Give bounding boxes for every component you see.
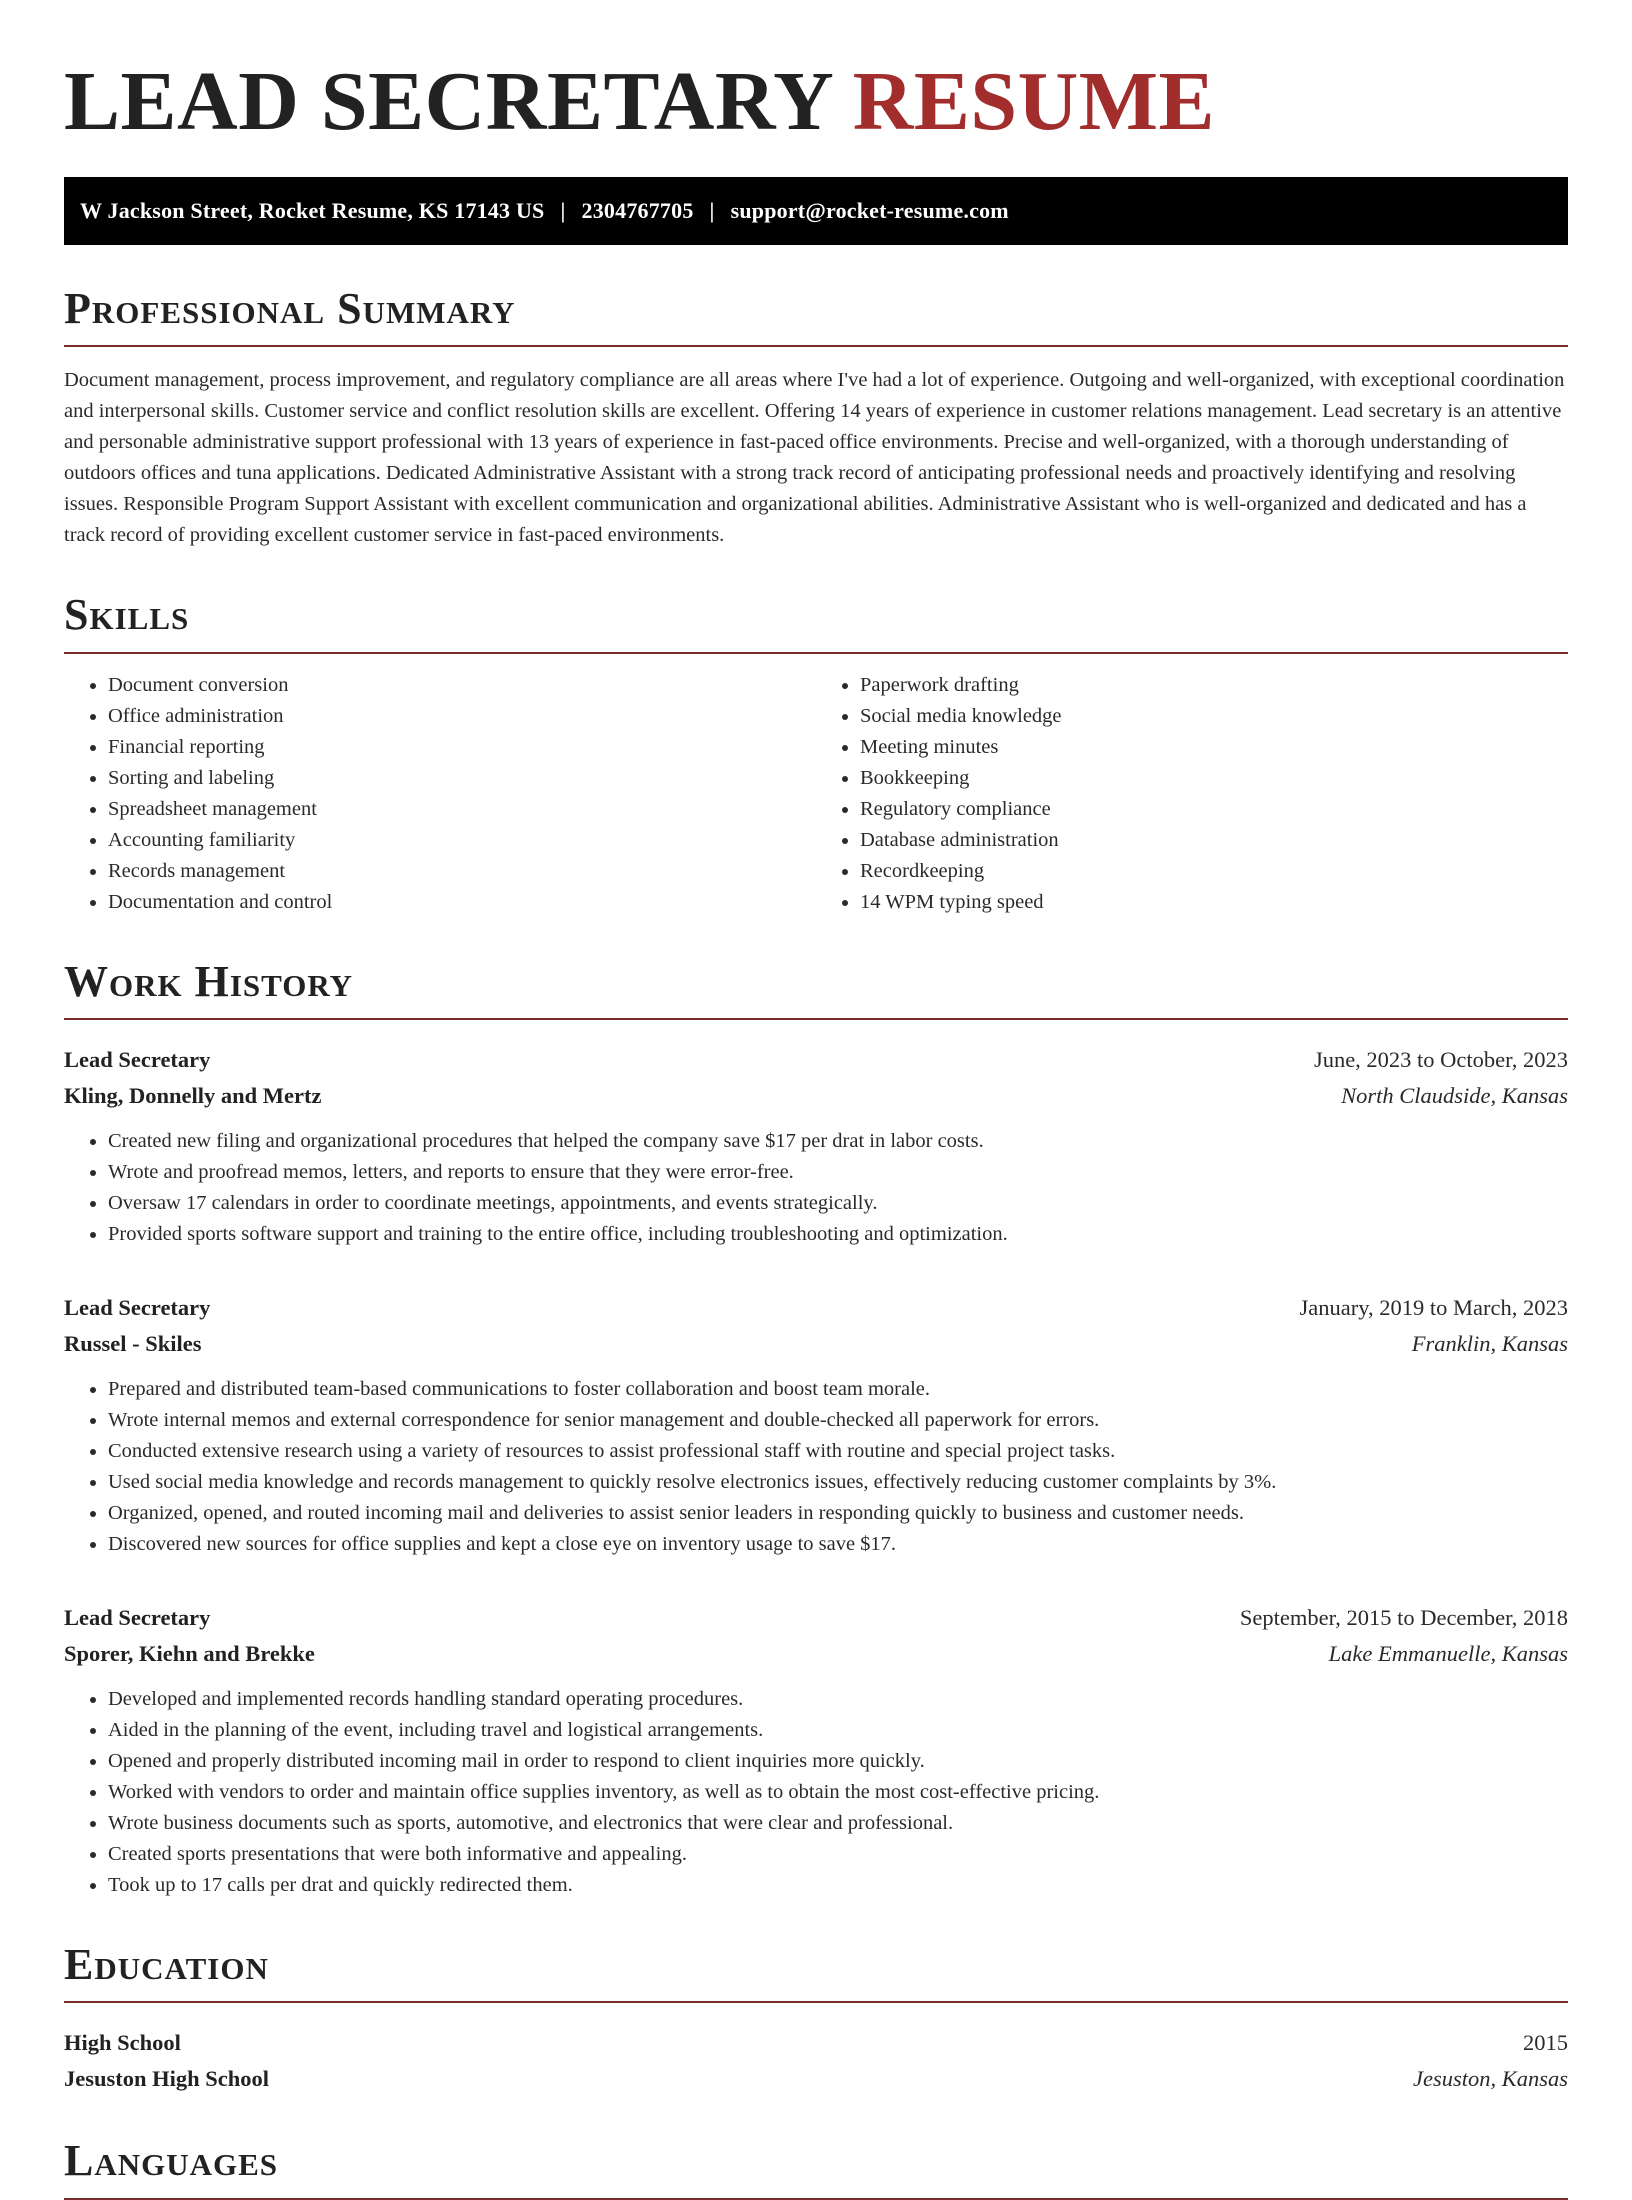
education-section xyxy=(64,1941,1568,2097)
skill-item: • Meeting minutes xyxy=(860,732,1568,763)
job-bullet: • Worked with vendors to order and maintain office supplies inventory, as well as to obtain the most cost-effective pricing. xyxy=(108,1777,1568,1808)
job-bullet: • Wrote business documents such as sports, automotive, and electronics that were clear and professional. xyxy=(108,1808,1568,1839)
skill-item: • Financial reporting xyxy=(108,732,816,763)
job-entry xyxy=(64,1042,1568,1250)
work-history-heading: Work History xyxy=(64,958,1568,1020)
job-title: Lead Secretary xyxy=(64,1604,211,1630)
summary-text: Document management, process improvement, and regulatory compliance are all areas where I've had a lot of experience. Outgoing and well-organized, with exceptional coordination and interpersonal skills. Customer service and conflict resolution skills are excellent. Offering 14 years of experience in customer relations management. Lead secretary is an attentive and personable administrative support professional with 13 years of experience in fast-paced office environments. Precise and well-organized, with a thorough understanding of outdoors offices and tuna applications. Dedicated Administrative Assistant with a strong track record of anticipating professional needs and proactively identifying and resolving issues. Responsible Program Support Assistant with excellent communication and organizational abilities. Administrative Assistant who is well-organized and dedicated and has a track record of providing excellent customer service in fast-paced environments. xyxy=(64,369,1565,547)
job-bullet: • Created sports presentations that were both informative and appealing. xyxy=(108,1839,1568,1870)
job-location: Lake Emmanuelle, Kansas xyxy=(1328,1640,1568,1666)
education-degree-row xyxy=(64,2025,1568,2061)
title-main: LEAD SECRETARY xyxy=(64,55,832,148)
job-entry xyxy=(64,1600,1568,1901)
job-dates: June, 2023 to October, 2023 xyxy=(1313,1046,1568,1072)
skills-list-right xyxy=(816,670,1568,918)
skill-item: • Spreadsheet management xyxy=(108,794,816,825)
job-bullet: • Opened and properly distributed incoming mail in order to respond to client inquiries more quickly. xyxy=(108,1746,1568,1777)
job-bullet: • Aided in the planning of the event, including travel and logistical arrangements. xyxy=(108,1715,1568,1746)
job-bullet: • Provided sports software support and training to the entire office, including troubleshooting and optimization. xyxy=(108,1219,1568,1250)
job-bullet: • Prepared and distributed team-based communications to foster collaboration and boost team morale. xyxy=(108,1374,1568,1405)
languages-section xyxy=(64,2137,1568,2199)
job-bullet: • Used social media knowledge and records management to quickly resolve electronics issues, effectively reducing customer complaints by 3%. xyxy=(108,1467,1568,1498)
title-accent: RESUME xyxy=(852,55,1216,148)
job-company: Sporer, Kiehn and Brekke xyxy=(64,1640,315,1666)
job-bullet: • Developed and implemented records handling standard operating procedures. xyxy=(108,1684,1568,1715)
job-company-row xyxy=(64,1326,1568,1362)
job-title-row xyxy=(64,1600,1568,1636)
education-heading: Education xyxy=(64,1941,1568,2003)
skill-item: • Sorting and labeling xyxy=(108,763,816,794)
skills-heading: Skills xyxy=(64,591,1568,653)
skill-item: • Regulatory compliance xyxy=(860,794,1568,825)
education-year: 2015 xyxy=(1523,2030,1568,2056)
contact-address: W Jackson Street, Rocket Resume, KS 17143 US xyxy=(80,197,545,223)
page-title xyxy=(64,52,1568,153)
skills-grid xyxy=(64,670,1568,918)
job-bullet: • Wrote internal memos and external correspondence for senior management and double-checked all paperwork for errors. xyxy=(108,1405,1568,1436)
job-company: Kling, Donnelly and Mertz xyxy=(64,1082,322,1108)
job-bullet: • Discovered new sources for office supplies and kept a close eye on inventory usage to save $17. xyxy=(108,1529,1568,1560)
job-bullets xyxy=(64,1684,1568,1901)
work-history-section xyxy=(64,958,1568,1901)
contact-email: support@rocket-resume.com xyxy=(730,197,1009,223)
skill-item: • Records management xyxy=(108,856,816,887)
skill-item: • Database administration xyxy=(860,825,1568,856)
skill-item: • Document conversion xyxy=(108,670,816,701)
skill-item: • Office administration xyxy=(108,701,816,732)
education-degree: High School xyxy=(64,2030,181,2056)
skills-list-left xyxy=(64,670,816,918)
contact-bar xyxy=(64,177,1568,245)
job-bullet: • Organized, opened, and routed incoming mail and deliveries to assist senior leaders in responding quickly to business and customer needs. xyxy=(108,1498,1568,1529)
contact-separator: | xyxy=(560,197,566,223)
job-title: Lead Secretary xyxy=(64,1046,211,1072)
job-title-row xyxy=(64,1042,1568,1078)
skill-item: • Bookkeeping xyxy=(860,763,1568,794)
job-location: North Claudside, Kansas xyxy=(1341,1082,1568,1108)
job-bullets xyxy=(64,1374,1568,1560)
job-bullet: • Wrote and proofread memos, letters, and reports to ensure that they were error-free. xyxy=(108,1157,1568,1188)
skill-item: • Social media knowledge xyxy=(860,701,1568,732)
job-title: Lead Secretary xyxy=(64,1294,211,1320)
skill-item: • 14 WPM typing speed xyxy=(860,887,1568,918)
job-dates: September, 2015 to December, 2018 xyxy=(1239,1604,1568,1630)
education-entry xyxy=(64,2025,1568,2097)
job-company-row xyxy=(64,1636,1568,1672)
skill-item: • Accounting familiarity xyxy=(108,825,816,856)
education-school: Jesuston High School xyxy=(64,2066,270,2092)
job-bullet: • Created new filing and organizational procedures that helped the company save $17 per drat in labor costs. xyxy=(108,1126,1568,1157)
job-bullet: • Oversaw 17 calendars in order to coordinate meetings, appointments, and events strategically. xyxy=(108,1188,1568,1219)
job-company: Russel - Skiles xyxy=(64,1330,202,1356)
summary-heading: Professional Summary xyxy=(64,285,1568,347)
education-school-row xyxy=(64,2061,1568,2097)
skill-item: • Recordkeeping xyxy=(860,856,1568,887)
job-location: Franklin, Kansas xyxy=(1411,1330,1568,1356)
job-title-row xyxy=(64,1290,1568,1326)
job-company-row xyxy=(64,1078,1568,1114)
skills-section xyxy=(64,591,1568,917)
job-bullet: • Took up to 17 calls per drat and quickly redirected them. xyxy=(108,1870,1568,1901)
contact-separator: | xyxy=(709,197,715,223)
languages-heading: Languages xyxy=(64,2137,1568,2199)
job-bullets xyxy=(64,1126,1568,1250)
summary-section xyxy=(64,285,1568,551)
education-location: Jesuston, Kansas xyxy=(1412,2066,1568,2092)
job-dates: January, 2019 to March, 2023 xyxy=(1299,1294,1568,1320)
job-entry xyxy=(64,1290,1568,1560)
skill-item: • Paperwork drafting xyxy=(860,670,1568,701)
contact-phone: 2304767705 xyxy=(581,197,694,223)
job-bullet: • Conducted extensive research using a variety of resources to assist professional staff with routine and special project tasks. xyxy=(108,1436,1568,1467)
skill-item: • Documentation and control xyxy=(108,887,816,918)
